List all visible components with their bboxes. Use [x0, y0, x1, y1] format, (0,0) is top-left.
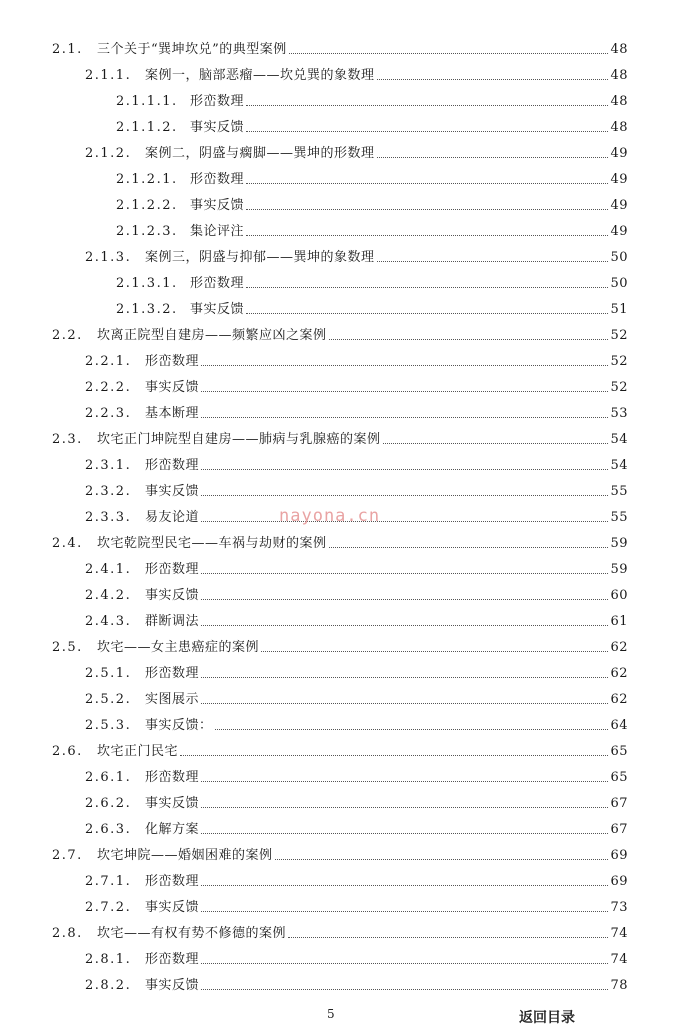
toc-leader-dots: [246, 209, 608, 210]
toc-entry[interactable]: [85, 62, 628, 84]
toc-entry[interactable]: [85, 608, 628, 630]
toc-leader-dots: [377, 261, 609, 262]
toc-leader-dots: [246, 105, 608, 106]
toc-entry-page: 62: [610, 640, 628, 655]
toc-entry-title: 案例一，脑部恶瘤——坎兑巽的象数理: [145, 68, 375, 83]
toc-entry-title: 坎宅正门民宅: [97, 744, 179, 759]
toc-entry-page: 52: [610, 328, 628, 343]
toc-entry-title: 形峦数理: [190, 94, 245, 109]
toc-entry-number: 2.6.1.: [85, 770, 132, 785]
toc-entry[interactable]: [116, 88, 628, 110]
toc-entry-title: 形峦数理: [190, 172, 245, 187]
toc-entry-page: 69: [610, 874, 628, 889]
toc-entry-page: 49: [610, 146, 628, 161]
toc-entry-number: 2.3.1.: [85, 458, 132, 473]
toc-entry-title: 事实反馈: [145, 796, 200, 811]
toc-entry[interactable]: [85, 868, 628, 890]
toc-entry-number: 2.1.3.1.: [116, 276, 178, 291]
toc-leader-dots: [201, 807, 608, 808]
toc-entry[interactable]: [85, 790, 628, 812]
toc-entry-number: 2.1.1.2.: [116, 120, 178, 135]
toc-entry[interactable]: [85, 764, 628, 786]
toc-entry-page: 74: [610, 952, 628, 967]
toc-entry-number: 2.6.: [52, 744, 83, 759]
toc-entry[interactable]: [52, 530, 628, 552]
watermark: nayona.cn: [279, 506, 381, 526]
toc-entry-title: 事实反馈: [190, 120, 245, 135]
toc-entry-number: 2.7.2.: [85, 900, 132, 915]
toc-leader-dots: [246, 287, 608, 288]
toc-entry-number: 2.5.3.: [85, 718, 132, 733]
toc-leader-dots: [201, 599, 608, 600]
toc-entry-number: 2.5.1.: [85, 666, 132, 681]
toc-leader-dots: [201, 625, 608, 626]
toc-entry[interactable]: [85, 244, 628, 266]
toc-entry[interactable]: [85, 686, 628, 708]
toc-entry[interactable]: [116, 114, 628, 136]
toc-leader-dots: [329, 547, 609, 548]
toc-leader-dots: [377, 79, 609, 80]
toc-entry[interactable]: [52, 322, 628, 344]
toc-leader-dots: [246, 183, 608, 184]
toc-leader-dots: [201, 365, 608, 366]
toc-entry-page: 48: [610, 42, 628, 57]
toc-entry[interactable]: [52, 842, 628, 864]
toc-entry[interactable]: [85, 556, 628, 578]
toc-leader-dots: [201, 495, 608, 496]
toc-entry-page: 61: [610, 614, 628, 629]
toc-entry[interactable]: [52, 426, 628, 448]
toc-entry-number: 2.8.: [52, 926, 83, 941]
toc-entry-page: 48: [610, 120, 628, 135]
toc-leader-dots: [201, 391, 608, 392]
toc-entry-title: 坎宅坤院——婚姻困难的案例: [97, 848, 273, 863]
toc-entry-number: 2.1.3.2.: [116, 302, 178, 317]
toc-entry-page: 50: [610, 276, 628, 291]
toc-leader-dots: [261, 651, 608, 652]
toc-entry-number: 2.8.2.: [85, 978, 132, 993]
toc-entry-number: 2.3.: [52, 432, 83, 447]
toc-entry-number: 2.5.2.: [85, 692, 132, 707]
toc-entry-page: 53: [610, 406, 628, 421]
toc-entry-page: 60: [610, 588, 628, 603]
toc-entry-title: 事实反馈: [145, 380, 200, 395]
toc-leader-dots: [201, 703, 608, 704]
toc-entry[interactable]: [85, 452, 628, 474]
toc-entry-number: 2.2.1.: [85, 354, 132, 369]
toc-entry-title: 事实反馈: [145, 588, 200, 603]
toc-entry-number: 2.7.1.: [85, 874, 132, 889]
toc-leader-dots: [377, 157, 609, 158]
toc-entry-page: 49: [610, 198, 628, 213]
toc-entry-title: 事实反馈: [145, 978, 200, 993]
toc-entry-number: 2.4.: [52, 536, 83, 551]
toc-entry-number: 2.4.3.: [85, 614, 132, 629]
toc-entry-page: 49: [610, 172, 628, 187]
toc-entry-page: 55: [610, 484, 628, 499]
toc-entry-number: 2.1.1.1.: [116, 94, 178, 109]
toc-entry-page: 65: [610, 744, 628, 759]
toc-entry[interactable]: [116, 166, 628, 188]
toc-leader-dots: [201, 781, 608, 782]
toc-leader-dots: [201, 521, 608, 522]
toc-entry-page: 52: [610, 354, 628, 369]
toc-leader-dots: [275, 859, 609, 860]
toc-entry-number: 2.4.2.: [85, 588, 132, 603]
toc-leader-dots: [329, 339, 609, 340]
toc-entry[interactable]: [85, 374, 628, 396]
toc-entry-page: 49: [610, 224, 628, 239]
toc-entry-number: 2.4.1.: [85, 562, 132, 577]
toc-entry-number: 2.2.: [52, 328, 83, 343]
toc-entry[interactable]: [116, 270, 628, 292]
toc-entry-number: 2.7.: [52, 848, 83, 863]
toc-leader-dots: [288, 937, 608, 938]
toc-entry-page: 67: [610, 796, 628, 811]
toc-leader-dots: [201, 963, 608, 964]
toc-leader-dots: [201, 677, 608, 678]
toc-entry-number: 2.1.3.: [85, 250, 132, 265]
toc-entry[interactable]: [85, 816, 628, 838]
toc-entry-number: 2.2.2.: [85, 380, 132, 395]
toc-entry-page: 59: [610, 536, 628, 551]
toc-entry-title: 坎宅——女主患癌症的案例: [97, 640, 260, 655]
toc-entry-page: 74: [610, 926, 628, 941]
toc-leader-dots: [201, 417, 608, 418]
toc-entry-title: 形峦数理: [145, 874, 200, 889]
toc-entry-title: 坎离正院型自建房——频繁应凶之案例: [97, 328, 327, 343]
toc-entry-number: 2.6.3.: [85, 822, 132, 837]
toc-entry[interactable]: [85, 712, 628, 734]
toc-entry-page: 59: [610, 562, 628, 577]
toc-entry[interactable]: [85, 400, 628, 422]
toc-entry-title: 坎宅——有权有势不修德的案例: [97, 926, 287, 941]
toc-entry[interactable]: [85, 972, 628, 994]
toc-entry-title: 案例二，阴盛与瘸脚——巽坤的形数理: [145, 146, 375, 161]
toc-entry[interactable]: [85, 894, 628, 916]
toc-entry-title: 事实反馈: [145, 484, 200, 499]
toc-entry[interactable]: [116, 218, 628, 240]
toc-leader-dots: [246, 131, 608, 132]
toc-leader-dots: [289, 53, 609, 54]
toc-entry[interactable]: [52, 920, 628, 942]
toc-entry-page: 48: [610, 94, 628, 109]
toc-entry-title: 形峦数理: [145, 666, 200, 681]
toc-entry-title: 事实反馈: [190, 302, 245, 317]
toc-entry-title: 事实反馈: [145, 900, 200, 915]
toc-entry-title: 形峦数理: [145, 952, 200, 967]
toc-entry-title: 三个关于“巽坤坎兑”的典型案例: [97, 42, 287, 57]
toc-entry-title: 坎宅正门坤院型自建房——肺病与乳腺癌的案例: [97, 432, 381, 447]
toc-entry-number: 2.1.1.: [85, 68, 132, 83]
toc-entry-title: 事实反馈：: [145, 718, 213, 733]
toc-entry-page: 64: [610, 718, 628, 733]
toc-entry-number: 2.3.3.: [85, 510, 132, 525]
toc-entry[interactable]: [85, 582, 628, 604]
toc-entry-page: 52: [610, 380, 628, 395]
toc-leader-dots: [180, 755, 608, 756]
toc-entry-page: 78: [610, 978, 628, 993]
toc-entry-title: 形峦数理: [145, 770, 200, 785]
toc-entry[interactable]: [85, 660, 628, 682]
toc-leader-dots: [201, 911, 608, 912]
toc-entry-title: 实图展示: [145, 692, 200, 707]
toc-entry-title: 坎宅乾院型民宅——车祸与劫财的案例: [97, 536, 327, 551]
toc-leader-dots: [201, 885, 608, 886]
toc-leader-dots: [201, 989, 608, 990]
toc-entry-page: 48: [610, 68, 628, 83]
toc-entry-title: 化解方案: [145, 822, 200, 837]
page-number: 5: [327, 1007, 335, 1021]
toc-entry-number: 2.3.2.: [85, 484, 132, 499]
toc-entry-title: 集论评注: [190, 224, 245, 239]
toc-entry-title: 基本断理: [145, 406, 200, 421]
toc-entry-number: 2.1.: [52, 42, 83, 57]
toc-entry-page: 62: [610, 666, 628, 681]
toc-entry-page: 50: [610, 250, 628, 265]
toc-entry-title: 群断调法: [145, 614, 200, 629]
toc-entry-page: 69: [610, 848, 628, 863]
toc-entry[interactable]: [52, 36, 628, 58]
toc-entry-page: 51: [610, 302, 628, 317]
toc-entry[interactable]: [116, 192, 628, 214]
toc-entry-title: 形峦数理: [145, 562, 200, 577]
toc-leader-dots: [383, 443, 609, 444]
toc-entry-title: 形峦数理: [145, 354, 200, 369]
toc-entry-title: 形峦数理: [190, 276, 245, 291]
toc-leader-dots: [201, 469, 608, 470]
toc-entry-number: 2.1.2.1.: [116, 172, 178, 187]
toc-entry-title: 易友论道: [145, 510, 200, 525]
toc-leader-dots: [246, 313, 608, 314]
toc-entry-number: 2.2.3.: [85, 406, 132, 421]
toc-entry-number: 2.6.2.: [85, 796, 132, 811]
toc-leader-dots: [201, 573, 608, 574]
toc-entry-page: 62: [610, 692, 628, 707]
toc-entry-title: 形峦数理: [145, 458, 200, 473]
toc-leader-dots: [201, 833, 608, 834]
toc-entry-number: 2.1.2.2.: [116, 198, 178, 213]
toc-entry-page: 55: [610, 510, 628, 525]
toc-entry-title: 案例三，阴盛与抑郁——巽坤的象数理: [145, 250, 375, 265]
toc-leader-dots: [215, 729, 609, 730]
toc-entry[interactable]: [52, 634, 628, 656]
toc-entry-page: 54: [610, 432, 628, 447]
toc-entry[interactable]: [85, 140, 628, 162]
toc-entry-number: 2.8.1.: [85, 952, 132, 967]
toc-entry-page: 73: [610, 900, 628, 915]
toc-entry[interactable]: [85, 946, 628, 968]
toc-entry[interactable]: [116, 296, 628, 318]
back-to-toc-link[interactable]: 返回目录: [519, 1010, 575, 1026]
toc-entry-page: 54: [610, 458, 628, 473]
toc-entry[interactable]: [85, 478, 628, 500]
toc-entry[interactable]: [85, 348, 628, 370]
toc-entry-page: 65: [610, 770, 628, 785]
toc-entry-number: 2.1.2.3.: [116, 224, 178, 239]
toc-entry-page: 67: [610, 822, 628, 837]
toc-entry-title: 事实反馈: [190, 198, 245, 213]
toc-entry-number: 2.1.2.: [85, 146, 132, 161]
toc-entry-number: 2.5.: [52, 640, 83, 655]
toc-leader-dots: [246, 235, 608, 236]
toc-entry[interactable]: [52, 738, 628, 760]
